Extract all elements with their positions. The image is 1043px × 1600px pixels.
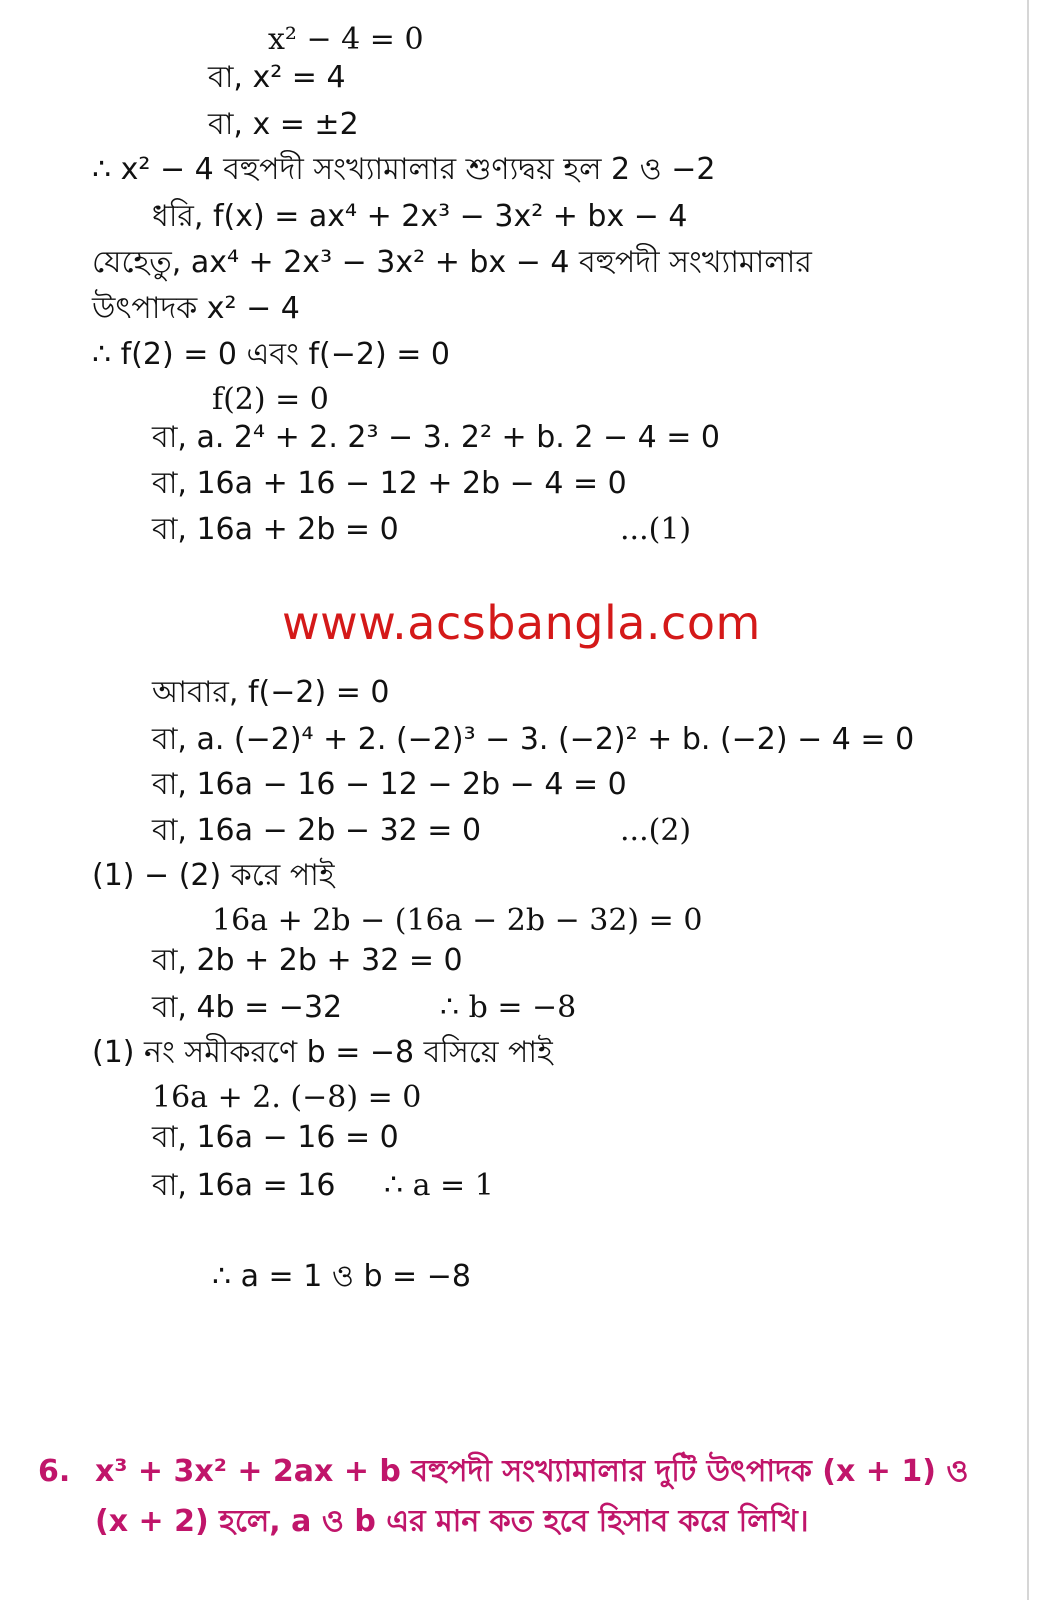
solution-line: ∴ a = 1 bbox=[384, 1168, 494, 1203]
solution-line: বা, 16a − 16 − 12 − 2b − 4 = 0 bbox=[152, 767, 627, 802]
solution-line: ∴ x² − 4 বহুপদী সংখ্যামালার শুণ্যদ্বয় হল 2 ও −2 bbox=[92, 152, 716, 187]
solution-line: বা, 16a − 16 = 0 bbox=[152, 1120, 399, 1155]
solution-line: ধরি, f(x) = ax⁴ + 2x³ − 3x² + bx − 4 bbox=[152, 199, 688, 234]
solution-line: বা, a. (−2)⁴ + 2. (−2)³ − 3. (−2)² + b. (−2) − 4 = 0 bbox=[152, 722, 915, 757]
solution-line: বা, 4b = −32 bbox=[152, 990, 343, 1025]
solution-line: বা, 16a = 16 bbox=[152, 1168, 336, 1203]
solution-line: যেহেতু, ax⁴ + 2x³ − 3x² + bx − 4 বহুপদী সংখ্যামালার bbox=[92, 245, 812, 280]
question-text: (x + 2) হলে, a ও b এর মান কত হবে হিসাব করে লিখি। bbox=[95, 1504, 809, 1539]
solution-line: 16a + 2. (−8) = 0 bbox=[152, 1080, 422, 1115]
equation-label: ...(1) bbox=[620, 512, 692, 547]
solution-line: (1) − (2) করে পাই bbox=[92, 858, 335, 893]
solution-line: আবার, f(−2) = 0 bbox=[152, 675, 390, 710]
solution-line: বা, a. 2⁴ + 2. 2³ − 3. 2² + b. 2 − 4 = 0 bbox=[152, 420, 721, 455]
question-text: x³ + 3x² + 2ax + b বহুপদী সংখ্যামালার দুটি উৎপাদক (x + 1) ও bbox=[95, 1454, 969, 1489]
solution-line: x² − 4 = 0 bbox=[268, 22, 424, 57]
solution-line: উৎপাদক x² − 4 bbox=[92, 291, 300, 326]
equation-label: ...(2) bbox=[620, 813, 692, 848]
solution-line: ∴ a = 1 ও b = −8 bbox=[212, 1259, 471, 1294]
question-number: 6. bbox=[38, 1454, 71, 1489]
solution-line: f(2) = 0 bbox=[212, 382, 329, 417]
solution-line: 16a + 2b − (16a − 2b − 32) = 0 bbox=[212, 903, 703, 938]
watermark-url: www.acsbangla.com bbox=[282, 596, 761, 650]
solution-line: বা, 2b + 2b + 32 = 0 bbox=[152, 943, 463, 978]
solution-line: (1) নং সমীকরণে b = −8 বসিয়ে পাই bbox=[92, 1035, 553, 1070]
solution-line: ∴ f(2) = 0 এবং f(−2) = 0 bbox=[92, 337, 450, 372]
solution-line: বা, x² = 4 bbox=[208, 60, 346, 95]
page-edge-divider bbox=[1027, 0, 1029, 1600]
solution-line: বা, 16a + 16 − 12 + 2b − 4 = 0 bbox=[152, 466, 627, 501]
solution-line: বা, x = ±2 bbox=[208, 107, 359, 142]
solution-line: ∴ b = −8 bbox=[440, 990, 577, 1025]
solution-line: বা, 16a − 2b − 32 = 0 bbox=[152, 813, 482, 848]
solution-line: বা, 16a + 2b = 0 bbox=[152, 512, 399, 547]
